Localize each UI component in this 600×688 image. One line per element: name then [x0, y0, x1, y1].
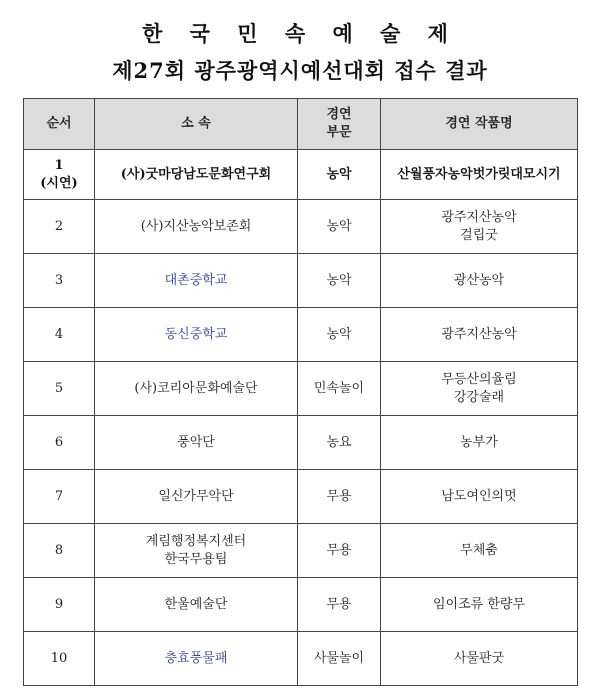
- table-row: [24, 416, 578, 470]
- cell-work: 무등산의율림 강강술래: [381, 362, 578, 416]
- cell-affiliation: 동신중학교: [95, 308, 298, 362]
- table-row: [24, 362, 578, 416]
- table-row: [24, 632, 578, 686]
- results-table: [23, 98, 578, 686]
- table-row: [24, 578, 578, 632]
- cell-affiliation: 풍악단: [95, 416, 298, 470]
- cell-order: 5: [24, 362, 95, 416]
- cell-work: 농부가: [381, 416, 578, 470]
- table-row: [24, 470, 578, 524]
- document-title-line1: 한 국 민 속 예 술 제: [142, 21, 458, 46]
- cell-work: 사물판굿: [381, 632, 578, 686]
- cell-affiliation: (사)코리아문화예술단: [95, 362, 298, 416]
- header-order: 순서: [24, 99, 95, 150]
- cell-order: 6: [24, 416, 95, 470]
- cell-order: 9: [24, 578, 95, 632]
- cell-category: 농요: [298, 416, 381, 470]
- table-row: [24, 150, 578, 200]
- cell-category: 농악: [298, 308, 381, 362]
- table-header-row: [24, 99, 578, 150]
- header-affiliation: 소 속: [95, 99, 298, 150]
- cell-order: 1 (시연): [24, 150, 95, 200]
- cell-affiliation: 한울예술단: [95, 578, 298, 632]
- document-title-line2: 제27회 광주광역시예선대회 접수 결과: [112, 58, 488, 83]
- cell-affiliation: (사)굿마당남도문화연구회: [95, 150, 298, 200]
- cell-work: 남도여인의멋: [381, 470, 578, 524]
- cell-order: 2: [24, 200, 95, 254]
- table-row: [24, 200, 578, 254]
- cell-category: 무용: [298, 524, 381, 578]
- cell-category: 무용: [298, 470, 381, 524]
- cell-order: 3: [24, 254, 95, 308]
- table-row: [24, 524, 578, 578]
- cell-affiliation: 일신가무악단: [95, 470, 298, 524]
- cell-category: 무용: [298, 578, 381, 632]
- cell-affiliation: 충효풍물패: [95, 632, 298, 686]
- cell-affiliation: (사)지산농악보존회: [95, 200, 298, 254]
- cell-category: 농악: [298, 150, 381, 200]
- cell-affiliation: 계림행정복지센터 한국무용팀: [95, 524, 298, 578]
- cell-work: 광주지산농악: [381, 308, 578, 362]
- cell-category: 농악: [298, 254, 381, 308]
- cell-order: 7: [24, 470, 95, 524]
- cell-category: 사물놀이: [298, 632, 381, 686]
- table-row: [24, 254, 578, 308]
- cell-order: 10: [24, 632, 95, 686]
- table-row: [24, 308, 578, 362]
- header-work: 경연 작품명: [381, 99, 578, 150]
- cell-work: 광산농악: [381, 254, 578, 308]
- cell-category: 민속놀이: [298, 362, 381, 416]
- cell-work: 임이조류 한량무: [381, 578, 578, 632]
- cell-order: 4: [24, 308, 95, 362]
- header-category: 경연 부문: [298, 99, 381, 150]
- cell-category: 농악: [298, 200, 381, 254]
- cell-work: 산월풍자농악벗가릿대모시기: [381, 150, 578, 200]
- cell-order: 8: [24, 524, 95, 578]
- cell-work: 무체춤: [381, 524, 578, 578]
- cell-affiliation: 대촌중학교: [95, 254, 298, 308]
- cell-work: 광주지산농악 걸립굿: [381, 200, 578, 254]
